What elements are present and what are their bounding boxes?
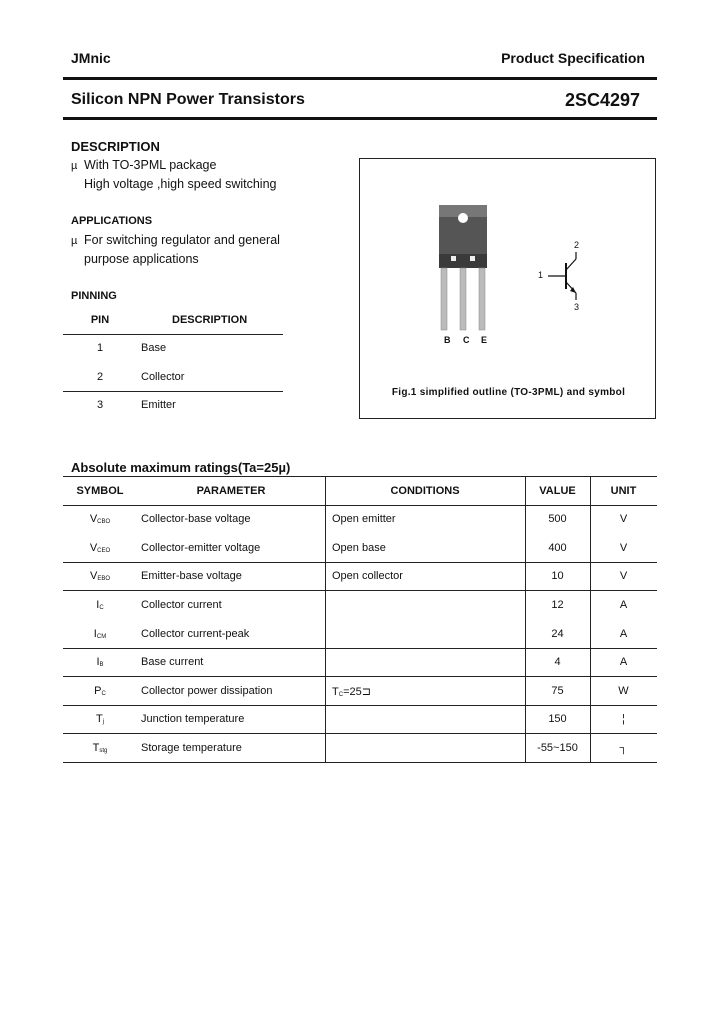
rating-unit: A <box>619 599 628 611</box>
table-row-rule <box>63 705 657 706</box>
rating-parameter: Junction temperature <box>141 713 245 725</box>
symbol-letter: I <box>96 599 100 611</box>
rating-unit: V <box>619 513 628 525</box>
rating-value: 150 <box>548 713 567 725</box>
symbol-subscript: j <box>102 719 105 725</box>
symbol-subscript: CBO <box>97 519 111 525</box>
unit-column-header: UNIT <box>610 485 637 497</box>
product-line-title: Silicon NPN Power Transistors <box>71 91 305 108</box>
pin-description: Emitter <box>141 399 176 411</box>
rating-unit: A <box>619 628 628 640</box>
document-type: Product Specification <box>501 50 645 66</box>
rating-parameter: Base current <box>141 656 204 668</box>
condition-text: T <box>332 686 339 698</box>
applications-line-2: purpose applications <box>84 252 199 266</box>
rating-symbol <box>63 628 137 640</box>
rating-value: 12 <box>551 599 564 611</box>
rating-value: 75 <box>551 685 564 697</box>
rating-parameter: Collector power dissipation <box>141 685 273 697</box>
description-line-2: High voltage ,high speed switching <box>84 177 277 191</box>
condition-rest: =25⊐ <box>343 686 371 698</box>
table-row-rule <box>63 562 657 563</box>
rating-parameter: Collector-base voltage <box>141 513 251 525</box>
rating-condition <box>332 542 386 554</box>
conditions-column-header: CONDITIONS <box>390 485 460 497</box>
rating-unit: A <box>619 656 628 668</box>
applications-line-1: For switching regulator and general <box>84 233 280 247</box>
pin-description: Collector <box>141 371 185 383</box>
symbol-label-2: 2 <box>574 240 580 250</box>
figure-caption: Fig.1 simplified outline (TO-3PML) and symbol <box>391 387 626 398</box>
rating-value: 24 <box>551 628 564 640</box>
symbol-label-3: 3 <box>574 302 580 312</box>
table-top-rule <box>63 476 657 477</box>
pkg-label-b: B <box>444 335 451 345</box>
rating-parameter: Storage temperature <box>141 742 242 754</box>
symbol-letter: T <box>92 742 100 754</box>
table-bottom-rule <box>63 762 657 763</box>
pkg-label-c: C <box>463 335 470 345</box>
rating-value: 10 <box>551 570 564 582</box>
pin-description: Base <box>141 342 167 354</box>
bullet-icon: µ <box>71 160 78 172</box>
rating-symbol <box>63 570 137 582</box>
part-number: 2SC4297 <box>564 90 640 110</box>
rating-condition <box>332 513 396 525</box>
rating-symbol <box>63 713 137 725</box>
symbol-letter: P <box>94 685 102 697</box>
symbol-subscript: C <box>99 605 104 611</box>
rating-unit: V <box>619 570 628 582</box>
description-heading: DESCRIPTION <box>71 139 160 154</box>
symbol-letter: V <box>89 542 98 554</box>
bullet-icon: µ <box>71 235 78 247</box>
ratings-heading: Absolute maximum ratings(Ta=25µ) <box>71 460 291 475</box>
parameter-column-header: PARAMETER <box>196 485 266 497</box>
symbol-letter: I <box>96 656 100 668</box>
pin-number: 3 <box>96 399 104 411</box>
condition-text: Open base <box>332 542 386 554</box>
rating-symbol <box>63 742 137 754</box>
symbol-label-1: 1 <box>538 270 544 280</box>
rating-value: 4 <box>554 656 561 668</box>
rating-symbol <box>63 513 137 525</box>
rating-unit: ¦ <box>622 713 625 725</box>
symbol-letter: I <box>93 628 97 640</box>
symbol-subscript: CEO <box>97 548 111 554</box>
table-row-rule <box>63 648 657 649</box>
rating-parameter: Collector current-peak <box>141 628 250 640</box>
rating-parameter: Collector-emitter voltage <box>141 542 261 554</box>
rating-parameter: Emitter-base voltage <box>141 570 242 582</box>
condition-text: Open emitter <box>332 513 396 525</box>
table-row-rule <box>63 590 657 591</box>
rating-value: 500 <box>548 513 567 525</box>
pin-description-column-header: DESCRIPTION <box>172 314 248 326</box>
table-col-rule <box>325 476 326 762</box>
rating-unit: ┐ <box>619 742 628 754</box>
symbol-subscript: B <box>99 662 104 668</box>
pin-column-header: PIN <box>90 314 110 326</box>
rating-symbol <box>63 599 137 611</box>
condition-subscript: C <box>338 692 344 698</box>
symbol-letter: T <box>95 713 103 725</box>
symbol-subscript: stg <box>99 748 108 754</box>
pin-number: 2 <box>96 371 104 383</box>
table-row-rule <box>63 733 657 734</box>
table-header-rule <box>63 505 657 506</box>
description-line-1: With TO-3PML package <box>84 158 217 172</box>
table-row-rule <box>63 676 657 677</box>
symbol-subscript: C <box>101 691 106 697</box>
rating-parameter: Collector current <box>141 599 222 611</box>
symbol-letter: V <box>89 513 98 525</box>
rating-unit: W <box>618 685 629 697</box>
value-column-header: VALUE <box>539 485 576 497</box>
rating-value: -55~150 <box>537 742 578 754</box>
rating-condition <box>332 685 371 698</box>
symbol-subscript: EBO <box>97 576 110 582</box>
rating-value: 400 <box>548 542 567 554</box>
symbol-subscript: CM <box>96 634 107 640</box>
pkg-label-e: E <box>481 335 488 345</box>
symbol-letter: V <box>89 570 98 582</box>
brand-name: JMnic <box>71 50 111 66</box>
rating-symbol <box>63 656 137 668</box>
rating-symbol <box>63 542 137 554</box>
symbol-column-header: SYMBOL <box>76 485 124 497</box>
condition-text: Open collector <box>332 570 403 582</box>
pin-number: 1 <box>96 342 104 354</box>
rating-symbol <box>63 685 137 697</box>
rating-unit: V <box>619 542 628 554</box>
pinning-heading: PINNING <box>71 290 117 302</box>
applications-heading: APPLICATIONS <box>71 215 153 227</box>
rating-condition <box>332 570 403 582</box>
